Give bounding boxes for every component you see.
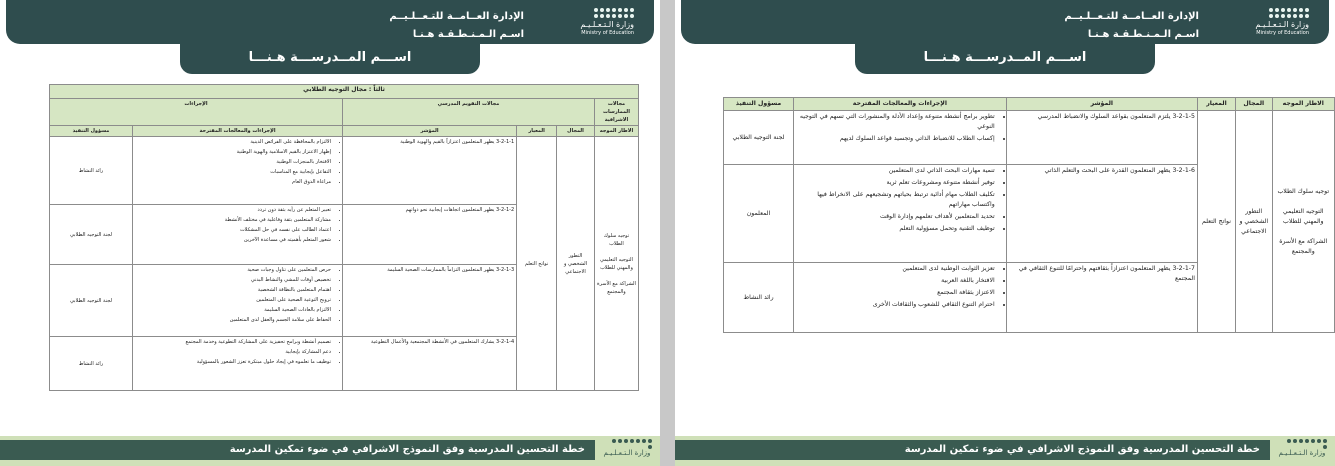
measures-cell [133, 205, 343, 265]
list-item: • الافتخار بالمنجزات الوطنية [135, 158, 331, 166]
list-item: • مشاركة المتعلمين بثقة وفاعلية في مختلف الأنشطة [135, 216, 331, 224]
measures-cell [794, 111, 1007, 165]
list-item: • إكساب الطلاب للانضباط الذاتي وتجسيد قواعد السلوك لديهم [796, 134, 995, 144]
list-item: • شعور المتعلم بأهميته في مساعدة الآخرين [135, 236, 331, 244]
h-indicators: مجالات التقويم المدرسي [343, 99, 595, 126]
framework-1: توجيه سلوك الطلاب [603, 232, 630, 247]
list-item: • الالتزام بالمحافظة على الفرائض الدينية [135, 138, 331, 146]
region-name: اسـم الـمـنـطـقـة هـنـا [1087, 29, 1199, 40]
table-row [343, 137, 517, 205]
list-item: • تعبير المتعلم عن رأيه بثقة دون تردد [135, 206, 331, 214]
footer [675, 436, 1335, 466]
admin-title: الإدارة العــامــة للتـعــلـيــم [389, 11, 524, 22]
list-item: • تكليف الطلاب مهام أدائية ترتبط بحياتهم وتشجيعهم على الانخراط فيها واكتساب مهاراتهم [796, 190, 995, 210]
owner-cell: رائد النشاط [50, 337, 133, 391]
measures-cell [133, 337, 343, 391]
owner-cell: رائد النشاط [50, 137, 133, 205]
measures-cell [794, 165, 1007, 263]
ministry-logo [1223, 8, 1309, 37]
h-actions: الإجراءات [50, 99, 343, 126]
footer [0, 436, 660, 466]
indicator-code: 3-2-1-2 [495, 207, 515, 213]
owner-cell: لجنة التوجيه الطلابي [50, 265, 133, 337]
h-domain: المجال [557, 126, 595, 137]
list-item: • الالتزام بالعادات الصحية السليمة [135, 306, 331, 314]
footer-logo-text: وزارة الـتـعـلـيـم [603, 449, 651, 457]
h-indicator: المؤشر [343, 126, 517, 137]
logo-dots-icon [1269, 8, 1309, 18]
h-standard: المعيار [517, 126, 557, 137]
measures-cell [133, 265, 343, 337]
ministry-en: Ministry of Education [581, 30, 634, 36]
framework-2: التوجيه التعليمي والمهني للطلاب [1282, 207, 1324, 225]
page-left [0, 0, 660, 466]
page-right [675, 0, 1335, 466]
guidance-table-continued [723, 97, 1335, 333]
list-item: • ترويج التوعية الصحية على المتعلمين [135, 296, 331, 304]
list-item: • حرص المتعلمين على تناول وجبات صحية [135, 266, 331, 274]
framework-2: التوجيه التعليمي والمهني للطلاب [600, 256, 633, 271]
list-item: • إظهار الاعتزاز بالقيم الاسلامية والهوية الوطنية [135, 148, 331, 156]
header-band [6, 0, 654, 44]
owner-cell: المعلمون [724, 165, 794, 263]
list-item: • الحفاظ على سلامة الجسم والعقل لدى المتعلمين [135, 316, 331, 324]
indicator-code: 3-2-1-4 [495, 339, 515, 345]
school-name-tab: اســـم المــدرســـة هـنـــا [180, 44, 480, 74]
owner-cell: لجنة التوجيه الطلابي [50, 205, 133, 265]
framework-cell [1272, 111, 1334, 333]
logo-dots-icon [1287, 439, 1327, 449]
table-row [343, 265, 517, 337]
list-item: • اعتماد الطالب على نفسه في حل المشكلات [135, 226, 331, 234]
standard-cell: نواتج التعلم [517, 137, 557, 391]
list-item: • التفاعل بإيجابية مع المناسبات [135, 168, 331, 176]
footer-title: خطة التحسين المدرسية وفق النموذج الاشرافي في ضوء تمكين المدرسة [675, 440, 1270, 460]
table-row [1006, 111, 1197, 165]
footer-logo [1277, 439, 1327, 458]
logo-dots-icon [594, 8, 634, 18]
table-row [1006, 165, 1197, 263]
indicator-code: 3-2-1-3 [495, 267, 515, 273]
h-indicator: المؤشر [1006, 98, 1197, 111]
ministry-en: Ministry of Education [1256, 30, 1309, 36]
header-text [1064, 10, 1199, 41]
list-item: • دعم المشاركة بإيجابية [135, 348, 331, 356]
region-name: اسـم الـمـنـطـقـة هـنـا [412, 29, 524, 40]
measures-cell [133, 137, 343, 205]
list-item: • اهتمام المتعلمين بالنظافة الشخصية [135, 286, 331, 294]
indicator-text: يشارك المتعلمون في الأنشطة المجتمعية والأعمال التطوعية [370, 339, 495, 345]
list-item: • الاعتزاز بثقافة المجتمع [796, 288, 995, 298]
h-measures: الإجراءات والمعالجات المقترحة [794, 98, 1007, 111]
list-item: • تنمية مهارات البحث الذاتي لدى المتعلمين [796, 166, 995, 176]
framework-1: توجيه سلوك الطلاب [1277, 187, 1330, 195]
standard-cell: نواتج التعلم [1197, 111, 1235, 333]
ministry-ar: وزارة الـتـعـلـيـم [580, 20, 634, 29]
indicator-text: يظهر المتعلمون اعتزازاً بالقيم والهوية الوطنية [400, 139, 495, 145]
h-standard: المعيار [1197, 98, 1235, 111]
indicator-text: يلتزم المتعلمون بقواعد السلوك والانضباط المدرسي [1037, 113, 1171, 120]
list-item: • توظيف ما تعلموه في إيجاد حلول مبتكرة تعزز الشعور بالمسؤولية [135, 358, 331, 366]
school-name-tab: اســـم المــدرســـة هـنـــا [855, 44, 1155, 74]
indicator-code: 3-2-1-6 [1172, 167, 1195, 174]
footer-logo-text: وزارة الـتـعـلـيـم [1278, 449, 1326, 457]
table-row [343, 337, 517, 391]
list-item: • تحديد المتعلمين لأهداف تعلمهم وإدارة الوقت [796, 212, 995, 222]
list-item: • توفير أنشطة متنوعة ومشروعات تعلم ثرية [796, 178, 995, 188]
footer-title: خطة التحسين المدرسية وفق النموذج الاشرافي في ضوء تمكين المدرسة [0, 440, 595, 460]
list-item: • تصميم أنشطة وبرامج تحفيزية على المشاركة التطوعية وخدمة المجتمع [135, 338, 331, 346]
list-item: • الافتخار باللغة العربية [796, 276, 995, 286]
h-framework: الاطار الموجه [1272, 98, 1334, 111]
list-item: • تطوير برامج أنشطة متنوعة وإعداد الأدلة والمنشورات التي تسهم في التوجيه النوعي [796, 112, 995, 132]
indicator-code: 3-2-1-5 [1172, 113, 1195, 120]
domain-cell: التطور الشخصي و الاجتماعي [1236, 111, 1273, 333]
owner-cell: لجنة التوجيه الطلابي [724, 111, 794, 165]
indicator-code: 3-2-1-1 [495, 139, 515, 145]
logo-dots-icon [612, 439, 652, 449]
list-item: • تعزيز الثوابت الوطنية لدى المتعلمين [796, 264, 995, 274]
framework-3: الشراكة مع الأسرة والمجتمع [597, 280, 636, 295]
framework-3: الشراكة مع الأسرة والمجتمع [1279, 237, 1328, 255]
h-domain: المجال [1236, 98, 1273, 111]
h-owner: مسؤول التنفيذ [724, 98, 794, 111]
h-owner: مسؤول التنفيذ [50, 126, 133, 137]
table-row [343, 205, 517, 265]
ministry-ar: وزارة الـتـعـلـيـم [1255, 20, 1309, 29]
h-measures: الإجراءات والمعالجات المقترحة [133, 126, 343, 137]
header-band [681, 0, 1329, 44]
owner-cell: رائد النشاط [724, 263, 794, 333]
guidance-table [49, 84, 639, 391]
indicator-text: يظهر المتعلمون القدرة على البحث والتعلم الذاتي [1044, 167, 1171, 174]
footer-logo [602, 439, 652, 458]
admin-title: الإدارة العــامــة للتـعــلـيــم [1064, 11, 1199, 22]
indicator-text: يظهر المتعلمون اتجاهات إيجابية نحو ذواتهم [405, 207, 495, 213]
indicator-text: يظهر المتعلمون التزاماً بالممارسات الصحية السليمة [387, 267, 495, 273]
header-text [389, 10, 524, 41]
list-item: • مراعاة الذوق العام [135, 178, 331, 186]
h-framework: الاطار الموجه [594, 126, 638, 137]
h-area: مجالات الممارسات الاشرافية [594, 99, 638, 126]
framework-cell [594, 137, 638, 391]
domain-title: ثالثاً : مجال التوجيه الطلابي [50, 85, 639, 99]
list-item: • توظيف التقنية وتحمل مسؤولية التعلم [796, 224, 995, 234]
ministry-logo [548, 8, 634, 37]
indicator-code: 3-2-1-7 [1172, 265, 1195, 272]
indicator-text: يظهر المتعلمون اعتزازاً بثقافتهم واحترامًا للتنوع الثقافي في المجتمع [1018, 265, 1195, 282]
list-item: • احترام التنوع الثقافي للشعوب والثقافات الأخرى [796, 300, 995, 310]
table-row [1006, 263, 1197, 333]
list-item: • تخصيص أوقات للمشي والنشاط البدني [135, 276, 331, 284]
domain-cell: التطور الشخصي و الاجتماعي [557, 137, 595, 391]
measures-cell [794, 263, 1007, 333]
